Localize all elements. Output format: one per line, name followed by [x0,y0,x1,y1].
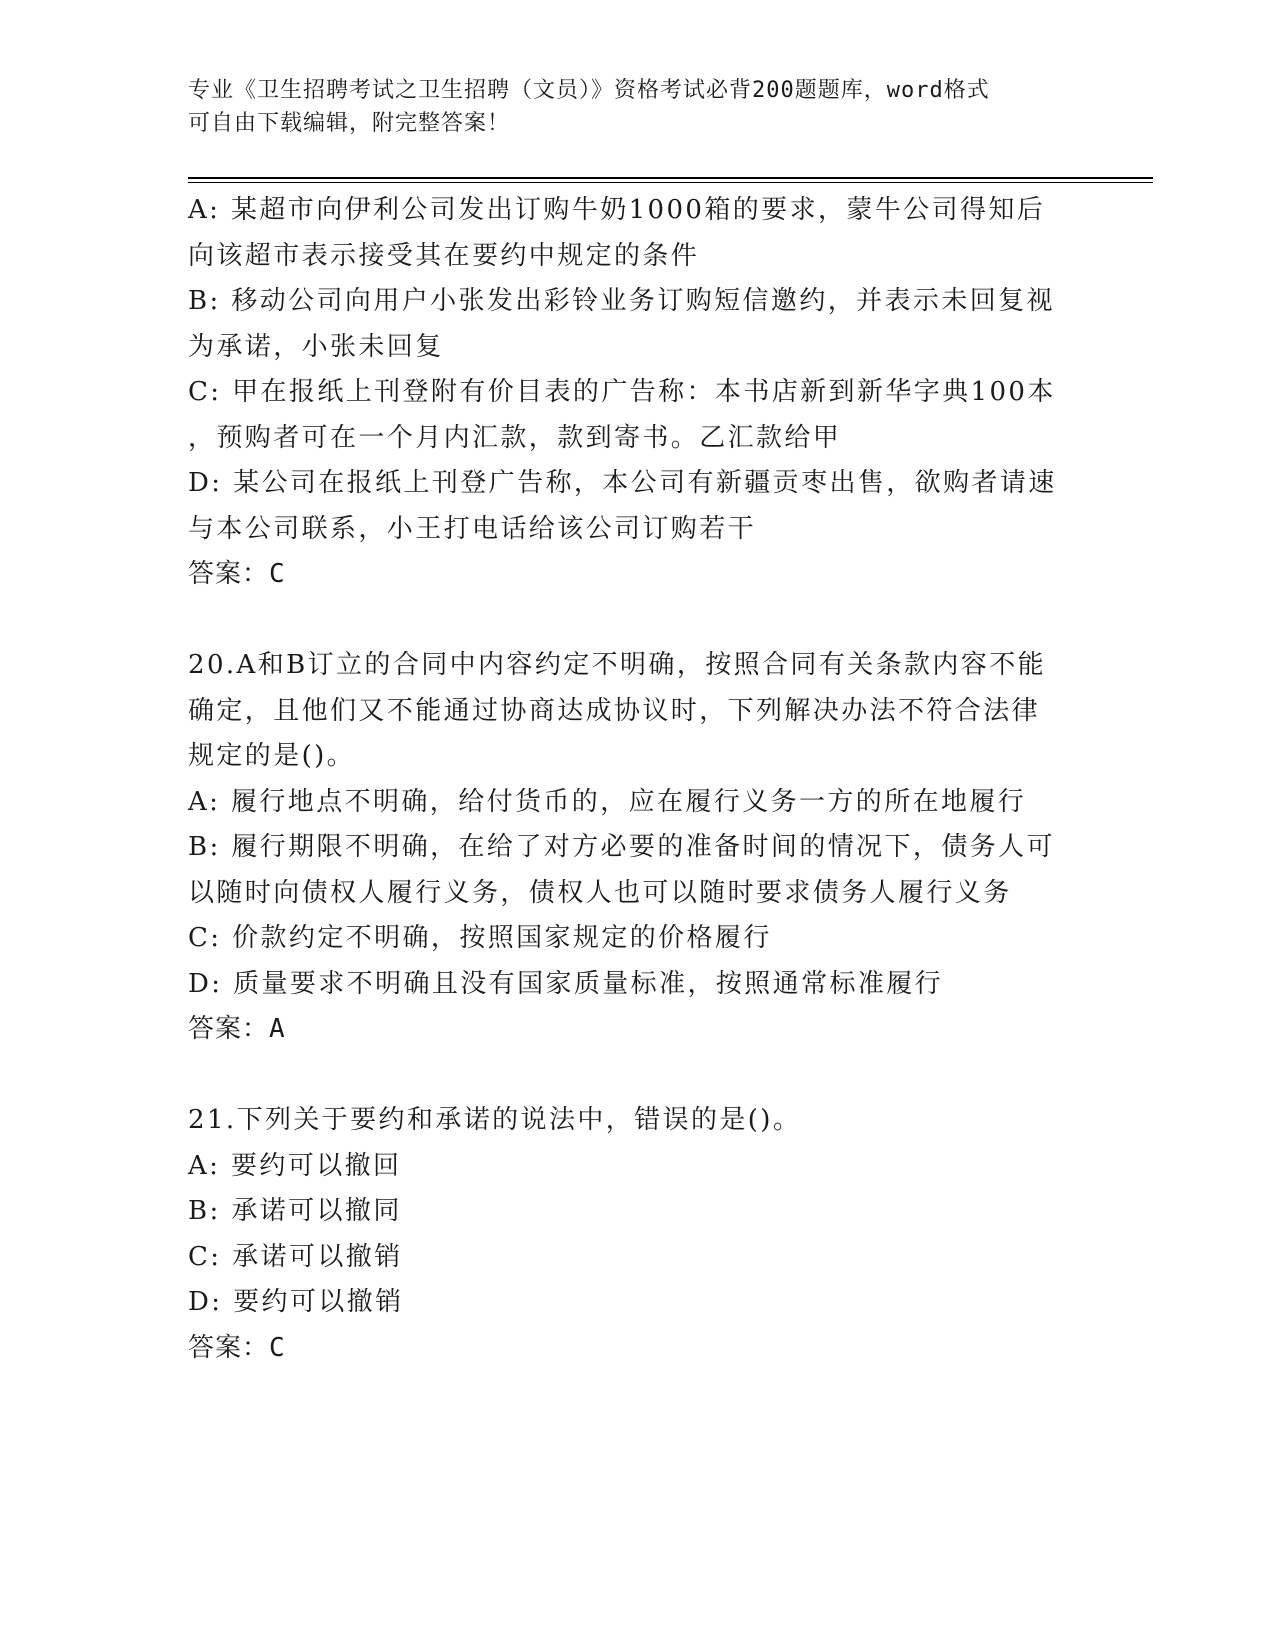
spacer [188,598,1088,644]
document-header [188,74,1068,140]
option-line: D: 某公司在报纸上刊登广告称，本公司有新疆贡枣出售，欲购者请速 [188,468,1057,498]
option-line: 以随时向债权人履行义务，债权人也可以随时要求债务人履行义务 [188,877,1012,908]
spacer [188,1053,1088,1099]
option-line: B: 承诺可以撤同 [188,1196,402,1226]
question-stem-line: 20.A和B订立的合同中内容约定不明确，按照合同有关条款内容不能 [188,650,1047,680]
question-stem-line: 确定，且他们又不能通过协商达成协议时，下列解决办法不符合法律 [188,695,1041,726]
header-divider-thin [188,182,1153,183]
option-line: C: 价款约定不明确，按照国家规定的价格履行 [188,923,772,953]
option-line: C: 承诺可以撤销 [188,1241,403,1272]
header-title-line-1: 专业《卫生招聘考试之卫生招聘（文员）》资格考试必背200题题库，word格式 [188,78,990,103]
option-line: B: 移动公司向用户小张发出彩铃业务订购短信邀约，并表示未回复视 [188,286,1055,316]
question-list [188,188,1088,1371]
header-divider-thick [188,177,1153,179]
option-line: C: 甲在报纸上刊登附有价目表的广告称：本书店新到新华字典100本 [188,377,1056,407]
question-stem-line: 21.下列关于要约和承诺的说法中，错误的是()。 [188,1105,802,1135]
header-divider [188,177,1153,184]
option-line: 为承诺，小张未回复 [188,331,444,362]
option-line: D: 要约可以撤销 [188,1287,404,1317]
option-line: A: 履行地点不明确，给付货币的，应在履行义务一方的所在地履行 [188,786,1027,817]
header-title-line-2: 可自由下载编辑，附完整答案！ [188,111,511,136]
question-21 [188,1098,1088,1371]
option-line: 向该超市表示接受其在要约中规定的条件 [188,240,700,271]
option-line: A: 某超市向伊利公司发出订购牛奶1000箱的要求，蒙牛公司得知后 [188,195,1046,225]
option-line: 与本公司联系，小王打电话给该公司订购若干 [188,513,757,544]
question-19 [188,188,1088,598]
option-line: ，预购者可在一个月内汇款，款到寄书。乙汇款给甲 [188,422,842,453]
option-line: B: 履行期限不明确，在给了对方必要的准备时间的情况下，债务人可 [188,832,1055,862]
answer-line: 答案：C [188,1332,286,1363]
option-line: A: 要约可以撤回 [188,1150,402,1181]
answer-line: 答案：A [188,1014,286,1044]
answer-line: 答案：C [188,559,286,589]
question-20 [188,643,1088,1053]
question-stem-line: 规定的是()。 [188,741,356,771]
option-line: D: 质量要求不明确且没有国家质量标准，按照通常标准履行 [188,968,944,999]
